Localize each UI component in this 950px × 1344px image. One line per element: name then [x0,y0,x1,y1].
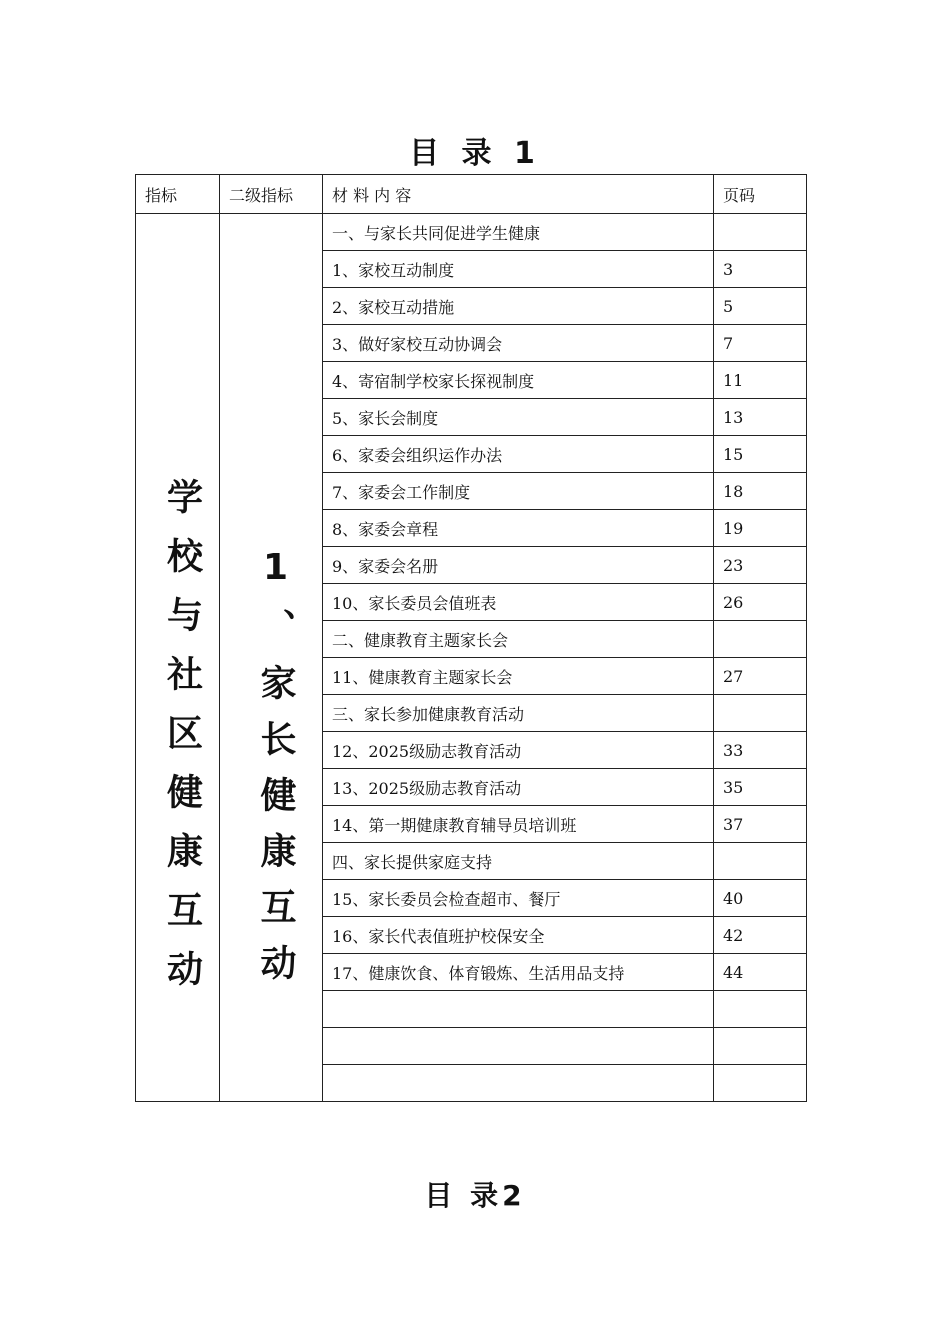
page-number: 44 [714,954,807,991]
content-item [323,991,714,1028]
page-number [714,621,807,658]
page-number [714,1028,807,1065]
page-number: 40 [714,880,807,917]
page-number: 33 [714,732,807,769]
header-sub-indicator: 二级指标 [220,175,323,214]
content-item: 12、2025级励志教育活动 [323,732,714,769]
sub-indicator-cell [220,214,323,1102]
page-number: 23 [714,547,807,584]
page-number: 27 [714,658,807,695]
page-number: 7 [714,325,807,362]
content-item [323,1065,714,1102]
section-heading: 二、健康教育主题家长会 [323,621,714,658]
content-item [323,1028,714,1065]
indicator-cell [136,214,220,1102]
section-heading: 四、家长提供家庭支持 [323,843,714,880]
content-item: 7、家委会工作制度 [323,473,714,510]
content-item: 15、家长委员会检查超市、餐厅 [323,880,714,917]
content-item: 10、家长委员会值班表 [323,584,714,621]
section-heading: 一、与家长共同促进学生健康 [323,214,714,251]
page-title-2: 目 录2 [424,1179,526,1212]
table-row [136,214,807,251]
content-item: 16、家长代表值班护校保安全 [323,917,714,954]
header-content: 材 料 内 容 [323,175,714,214]
toc-table [135,174,807,1102]
content-item: 13、2025级励志教育活动 [323,769,714,806]
page-number: 11 [714,362,807,399]
page-number: 18 [714,473,807,510]
toc-body [136,214,807,1102]
page-number: 5 [714,288,807,325]
header-indicator: 指标 [136,175,220,214]
page-number [714,214,807,251]
page-number: 13 [714,399,807,436]
page-number [714,991,807,1028]
page-number: 26 [714,584,807,621]
content-item: 9、家委会名册 [323,547,714,584]
page-number [714,1065,807,1102]
page-number [714,843,807,880]
content-item: 2、家校互动措施 [323,288,714,325]
page-number: 42 [714,917,807,954]
content-item: 1、家校互动制度 [323,251,714,288]
page-number: 15 [714,436,807,473]
header-page: 页码 [714,175,807,214]
table-header-row [136,175,807,214]
section-heading: 三、家长参加健康教育活动 [323,695,714,732]
content-item: 6、家委会组织运作办法 [323,436,714,473]
content-item: 3、做好家校互动协调会 [323,325,714,362]
page-number: 19 [714,510,807,547]
page-number [714,695,807,732]
content-item: 4、寄宿制学校家长探视制度 [323,362,714,399]
content-item: 14、第一期健康教育辅导员培训班 [323,806,714,843]
page-number: 35 [714,769,807,806]
page-number: 37 [714,806,807,843]
sub-indicator-text: 1、家长健康互动 [255,547,296,1000]
content-item: 11、健康教育主题家长会 [323,658,714,695]
content-item: 8、家委会章程 [323,510,714,547]
content-item: 17、健康饮食、体育锻炼、生活用品支持 [323,954,714,991]
content-item: 5、家长会制度 [323,399,714,436]
page-title-1: 目 录 1 [409,136,541,171]
indicator-text: 学校与社区健康互动 [161,478,203,1009]
page-number: 3 [714,251,807,288]
